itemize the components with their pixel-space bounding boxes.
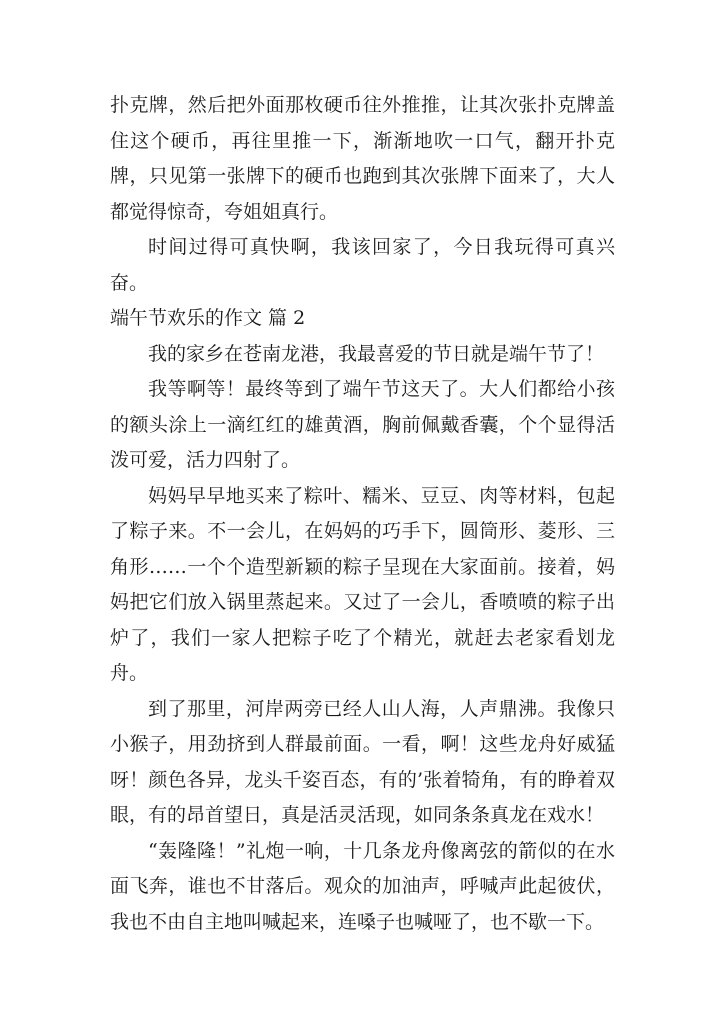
paragraph-time-to-go-home: 时间过得可真快啊，我该回家了，今日我玩得可真兴奋。 xyxy=(110,236,615,294)
paragraph-hometown: 我的家乡在苍南龙港，我最喜爱的节日就是端午节了！ xyxy=(148,342,605,365)
paragraph-continuation: 扑克牌，然后把外面那枚硬币往外推推，让其次张扑克牌盖住这个硬币，再往里推一下，渐渐地吹一口气，翻开扑克牌，只见第一张牌下的硬币也跑到其次张牌下面来了，大人都觉得惊奇，夸姐姐真行。 xyxy=(110,94,615,223)
paragraph-zongzi: 妈妈早早地买来了粽叶、糯米、豆豆、肉等材料，包起了粽子来。不一会儿，在妈妈的巧手下，圆筒形、菱形、三角形……一个个造型新颖的粽子呈现在大家面前。接着，妈妈把它们放入锅里蒸起来。又过了一会儿，香喷喷的粽子出炉了，我们一家人把粽子吃了个精光，就赶去老家看划龙舟。 xyxy=(110,484,615,684)
paragraph-riverbank: 到了那里，河岸两旁已经人山人海，人声鼎沸。我像只小猴子，用劲挤到人群最前面。一看，啊！这些龙舟好威猛呀！颜色各异，龙头千姿百态，有的’张着犄角，有的睁着双眼，有的昂首望日，真是活灵活现，如同条条真龙在戏水！ xyxy=(110,697,615,826)
essay-heading: 端午节欢乐的作文 篇 2 xyxy=(110,307,306,329)
paragraph-race: “轰隆隆！”礼炮一响，十几条龙舟像离弦的箭似的在水面飞奔，谁也不甘落后。观众的加油声，呼喊声此起彼伏，我也不由自主地叫喊起来，连嗓子也喊哑了，也不歇一下。 xyxy=(110,839,615,933)
document-body xyxy=(110,88,615,940)
paragraph-waiting: 我等啊等！最终等到了端午节这天了。大人们都给小孩的额头涂上一滴红红的雄黄酒，胸前佩戴香囊，个个显得活泼可爱，活力四射了。 xyxy=(110,378,615,471)
